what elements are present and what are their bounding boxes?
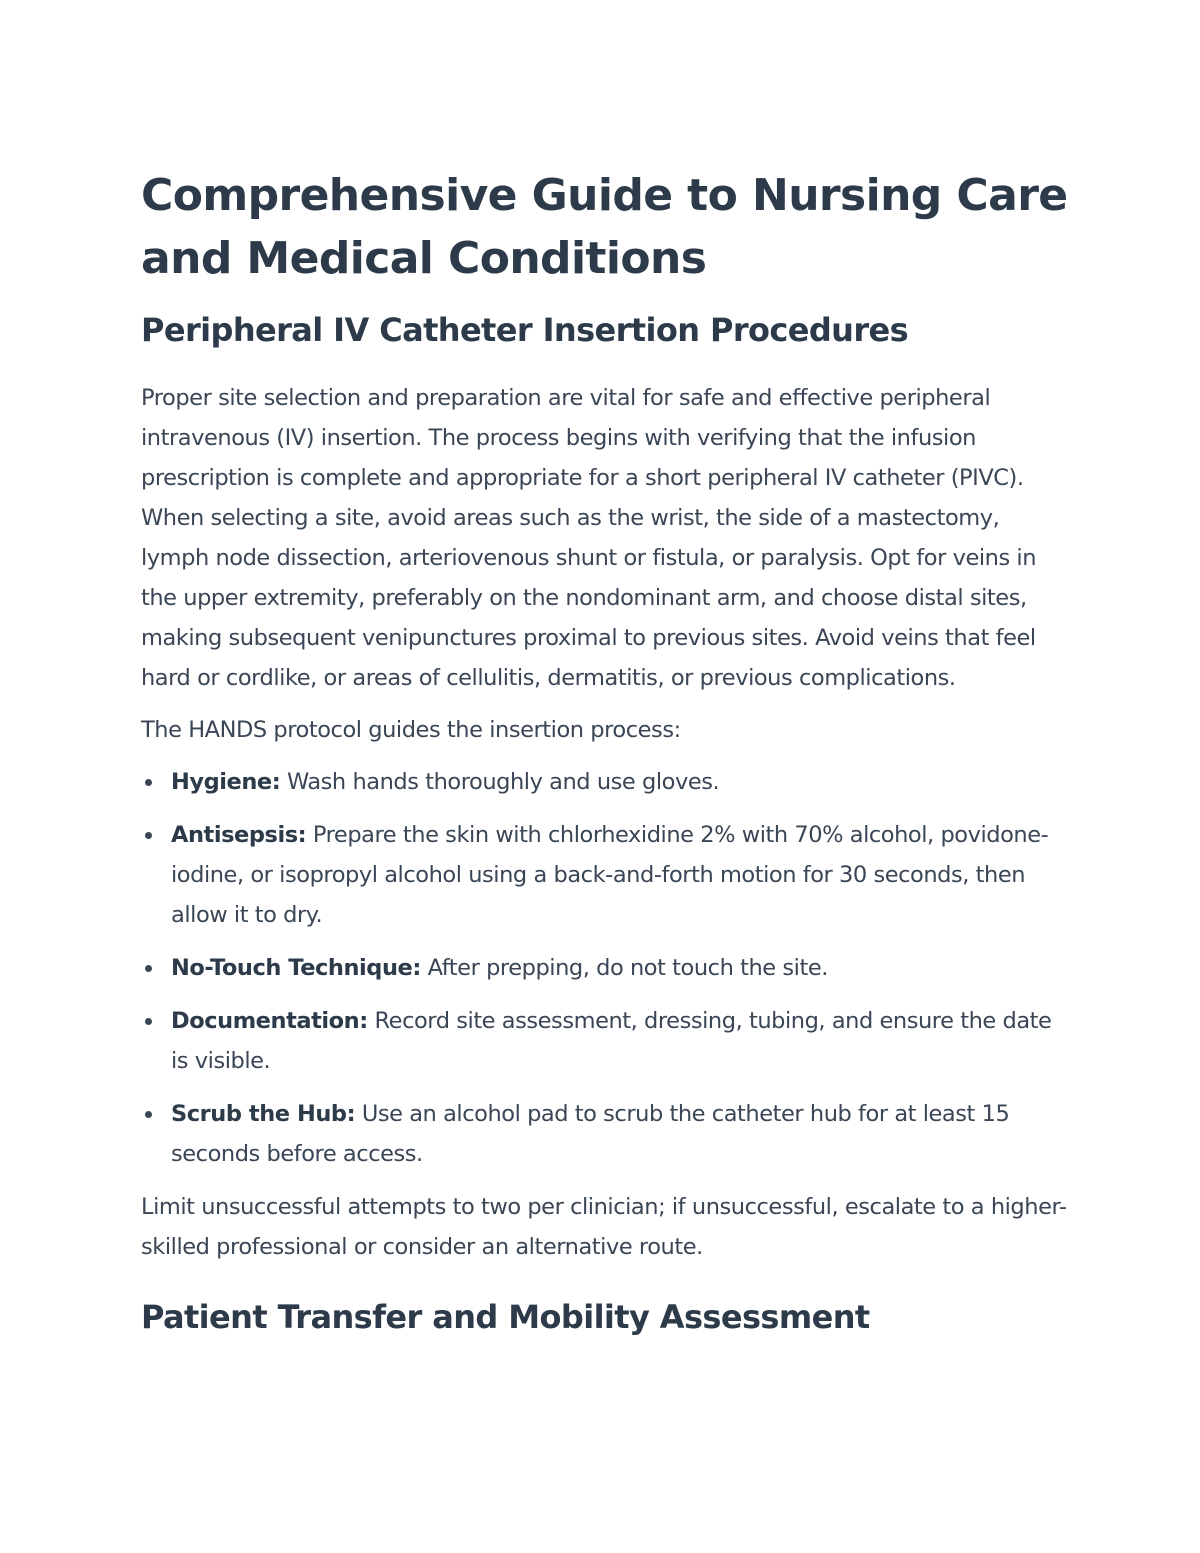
bullet-icon: [145, 832, 152, 839]
list-item-no-touch: [141, 948, 1071, 988]
intro-paragraph: Proper site selection and preparation are vital for safe and effective peripheral intravenous (IV) insertion. The process begins with verifying that the infusion prescription is complete and appropriate for a short peripheral IV catheter (PIVC). When selecting a site, avoid areas such as the wrist, the side of a mastectomy, lymph node dissection, arteriovenous shunt or fistula, or paralysis. Opt for veins in the upper extremity, preferably on the nondominant arm, and choose distal sites, making subsequent venipunctures proximal to previous sites. Avoid veins that feel hard or cordlike, or areas of cellulitis, dermatitis, or previous complications.: [141, 385, 1037, 691]
closing-paragraph: Limit unsuccessful attempts to two per clinician; if unsuccessful, escalate to a higher-skilled professional or consider an alternative route.: [141, 1194, 1067, 1260]
list-item-documentation: [141, 1001, 1071, 1081]
bullet-icon: [145, 1018, 152, 1025]
bullet-icon: [145, 965, 152, 972]
list-item-text: After prepping, do not touch the site.: [420, 955, 828, 981]
list-item-antisepsis: [141, 815, 1071, 935]
list-item-text: Use an alcohol pad to scrub the catheter hub for at least 15 seconds before access.: [171, 1101, 1010, 1167]
list-item-text: Wash hands thoroughly and use gloves.: [280, 769, 720, 795]
document-title: Comprehensive Guide to Nursing Care and Medical Conditions: [141, 170, 1068, 284]
list-item-text: Record site assessment, dressing, tubing, and ensure the date is visible.: [171, 1008, 1052, 1074]
list-item-scrub-hub: [141, 1094, 1071, 1174]
list-item-term: Hygiene:: [171, 769, 281, 795]
list-item-term: Antisepsis:: [171, 822, 307, 848]
section-heading-transfer: Patient Transfer and Mobility Assessment: [141, 1298, 870, 1336]
document-page: [141, 164, 1071, 1337]
hands-intro-paragraph: The HANDS protocol guides the insertion process:: [141, 717, 681, 743]
hands-protocol-list: [141, 762, 1071, 1174]
bullet-icon: [145, 779, 152, 786]
list-item-term: Scrub the Hub:: [171, 1101, 356, 1127]
bullet-icon: [145, 1111, 152, 1118]
section-heading-piv: Peripheral IV Catheter Insertion Procedures: [141, 311, 909, 349]
list-item-term: No-Touch Technique:: [171, 955, 421, 981]
list-item-term: Documentation:: [171, 1008, 368, 1034]
list-item-hygiene: [141, 762, 1071, 802]
list-item-text: Prepare the skin with chlorhexidine 2% with 70% alcohol, povidone-iodine, or isopropyl alcohol using a back-and-forth motion for 30 seconds, then allow it to dry.: [171, 822, 1049, 928]
